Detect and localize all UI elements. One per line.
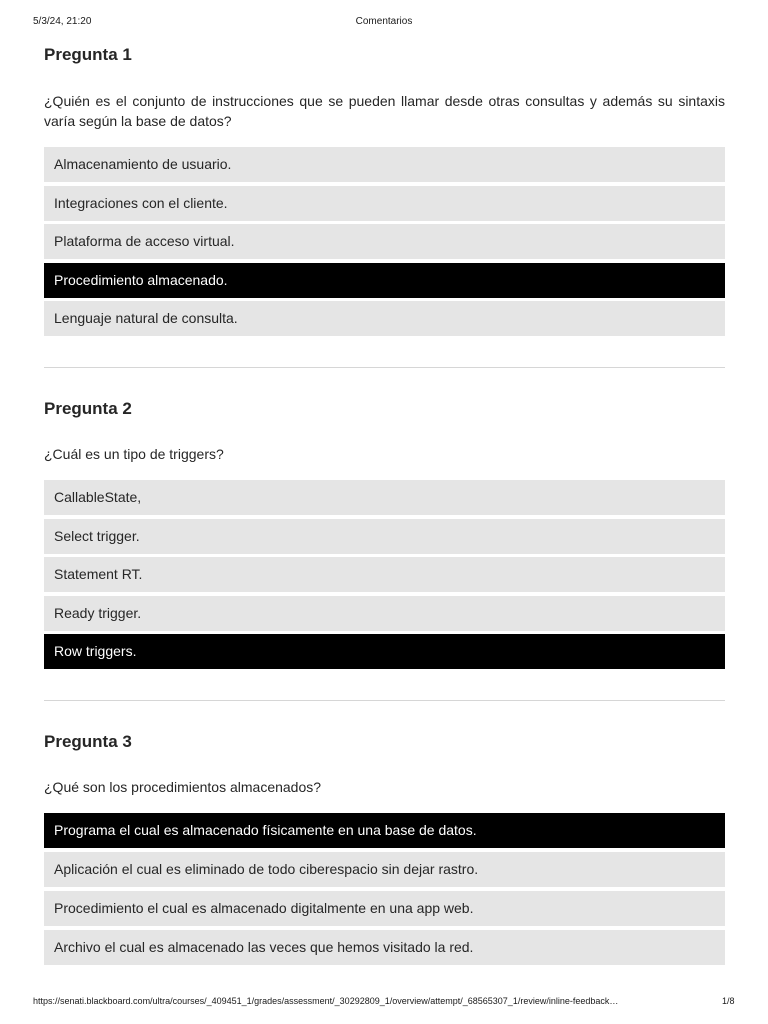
question-title: Pregunta 3 — [44, 731, 132, 751]
question-title: Pregunta 1 — [44, 45, 132, 64]
answer-option[interactable]: Almacenamiento de usuario. — [44, 147, 725, 182]
answer-options — [44, 147, 725, 340]
answer-option-selected[interactable]: Programa el cual es almacenado físicamente en una base de datos. — [44, 813, 725, 848]
print-page-title: Comentarios — [355, 16, 413, 27]
answer-option[interactable]: Aplicación el cual es eliminado de todo ciberespacio sin dejar rastro. — [44, 852, 725, 887]
answer-option[interactable]: Statement RT. — [44, 557, 725, 592]
answer-option[interactable]: Integraciones con el cliente. — [44, 186, 725, 221]
answer-options — [44, 480, 725, 673]
question-text: ¿Cuál es un tipo de triggers? — [44, 445, 224, 462]
answer-option[interactable]: Plataforma de acceso virtual. — [44, 224, 725, 259]
question-text: ¿Qué son los procedimientos almacenados? — [44, 778, 322, 795]
question-3 — [44, 731, 725, 969]
answer-option[interactable]: Archivo el cual es almacenado las veces que hemos visitado la red. — [44, 930, 725, 965]
answer-option[interactable]: Lenguaje natural de consulta. — [44, 301, 725, 336]
question-divider — [44, 367, 725, 368]
print-footer — [0, 996, 768, 1010]
answer-option[interactable]: Procedimiento el cual es almacenado digitalmente en una app web. — [44, 891, 725, 926]
answer-option[interactable]: CallableState, — [44, 480, 725, 515]
page-number: 1/8 — [722, 996, 735, 1006]
question-2 — [44, 398, 725, 673]
feedback-content — [44, 44, 725, 969]
answer-option-selected[interactable]: Row triggers. — [44, 634, 725, 669]
print-datetime: 5/3/24, 21:20 — [33, 16, 92, 27]
question-text: ¿Quién es el conjunto de instrucciones que se pueden llamar desde otras consultas y además su sintaxis varía según la base de datos? — [44, 93, 725, 129]
question-1 — [44, 44, 725, 340]
print-header — [0, 16, 768, 30]
answer-options — [44, 813, 725, 969]
answer-option[interactable]: Ready trigger. — [44, 596, 725, 631]
print-url: https://senati.blackboard.com/ultra/courses/_409451_1/grades/assessment/_30292809_1/overview/attempt/_68565307_1/review/inline-feedback… — [33, 996, 619, 1006]
question-divider — [44, 700, 725, 701]
answer-option-selected[interactable]: Procedimiento almacenado. — [44, 263, 725, 298]
question-title: Pregunta 2 — [44, 398, 132, 418]
answer-option[interactable]: Select trigger. — [44, 519, 725, 554]
